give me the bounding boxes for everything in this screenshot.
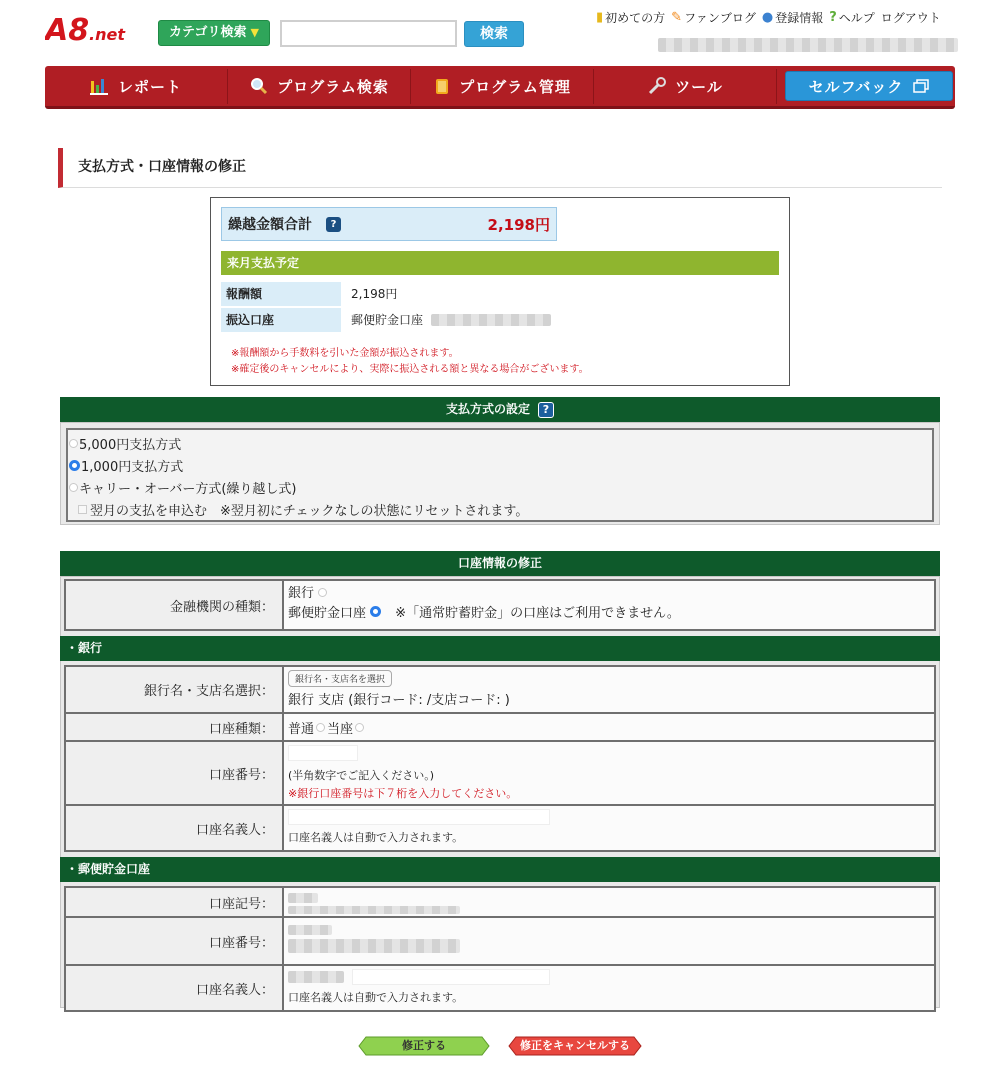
pencil-icon: ✎ [671,10,683,25]
nav-program-manage[interactable] [411,69,594,104]
account-number-input[interactable] [288,745,358,761]
account-type-row [66,712,934,740]
bank-pick-button[interactable]: 銀行名・支店名を選択 [288,670,392,687]
payment-method-header [60,397,940,422]
link-account-info[interactable] [762,9,823,26]
post-symbol-row [66,888,934,916]
triangle-down-icon: ▼ [250,26,259,39]
post-section-header: ・郵便貯金口座 [60,857,940,882]
post-symbol-redacted [288,893,318,903]
option-5000[interactable] [69,432,932,454]
bank-name-cell [284,667,934,712]
search-input[interactable] [280,20,457,47]
bar-chart-icon [90,77,110,95]
post-holder-cell [284,966,934,1010]
folder-icon [433,77,451,95]
apply-next-month-label: 翌月の支払を申込む ※翌月初にチェックなしの状態にリセットされます。 [90,503,529,519]
payment-method-title: 支払方式の設定 [445,402,530,416]
institution-post-option[interactable] [288,604,930,624]
help-question-icon[interactable]: ? [326,217,341,232]
post-holder-input[interactable] [352,969,550,985]
bank-table [64,665,936,852]
post-symbol-input-redacted[interactable] [288,906,460,914]
account-holder-note: 口座名義人は自動で入力されます。 [288,831,464,844]
post-table [64,886,936,1012]
account-number-label: 口座番号： [66,742,284,804]
submit-button[interactable] [358,1036,490,1056]
help-question-icon[interactable]: ? [538,402,554,418]
post-number-cell [284,918,934,964]
apply-next-month[interactable] [69,498,932,520]
radio-bank[interactable] [318,588,327,597]
post-symbol-cell [284,888,934,916]
selfback-button[interactable] [785,71,953,101]
option-carryover[interactable] [69,476,932,498]
bank-section-header: ・銀行 [60,636,940,661]
radio-normal[interactable] [316,723,325,732]
option-1000-label: 1,000円支払方式 [81,459,184,475]
account-info-header: 口座情報の修正 [60,551,940,576]
post-holder-inputs [288,969,930,985]
beginner-icon: ▮ [596,10,604,25]
cancel-button-label: 修正をキャンセルする [520,1039,630,1052]
institution-bank-label: 銀行 [288,586,315,601]
transfer-account-type: 郵便貯金口座 [351,313,424,327]
account-number-redacted [431,314,551,326]
option-carryover-label: キャリー・オーバー方式(繰り越し式) [79,481,297,497]
institution-row [66,581,934,629]
bank-name-value: 銀行 支店 (銀行コード: /支店コード: ) [288,693,510,708]
nav-program-search-label: プログラム検索 [277,77,389,96]
account-number-cell [284,742,934,804]
post-number-label: 口座番号： [66,918,284,964]
category-search-button[interactable] [158,20,270,46]
account-type-normal-label: 普通 [288,721,315,737]
transfer-account-value [341,308,551,332]
institution-post-label: 郵便貯金口座 [288,606,367,621]
user-info-redacted [658,38,958,52]
nav-report[interactable] [45,69,228,104]
institution-note: ※「通常貯蓄貯金」の口座はご利用できません。 [395,606,680,621]
main-nav [45,66,955,109]
post-holder-label: 口座名義人： [66,966,284,1010]
link-fanblog-label: ファンブログ [684,11,756,25]
summary-note-cancel: ※確定後のキャンセルにより、実際に振込される額と異なる場合がございます。 [231,364,589,375]
bank-name-row [66,667,934,712]
post-number-prefix-redacted [288,925,332,935]
nav-tools-label: ツール [675,77,723,96]
svg-text:A8: A8 [45,13,90,48]
apply-next-month-checkbox[interactable] [78,505,87,514]
reward-value: 2,198円 [351,287,398,301]
category-search-label: カテゴリ検索 [169,25,247,40]
post-holder-row [66,964,934,1010]
carryover-total [221,207,557,241]
post-holder-redacted [288,971,344,983]
selfback-label: セルフバック [808,77,904,96]
transfer-account-label: 振込口座 [221,308,341,332]
cancel-button[interactable] [508,1036,642,1056]
radio-5000[interactable] [69,439,78,448]
post-number-input-redacted[interactable] [288,939,460,953]
option-5000-label: 5,000円支払方式 [79,437,182,453]
page-title: 支払方式・口座情報の修正 [58,148,942,188]
bank-name-label: 銀行名・支店名選択： [66,667,284,712]
reward-label: 報酬額 [221,282,341,306]
reward-row [221,282,779,306]
account-type-label: 口座種類： [66,714,284,740]
wrench-icon [647,77,667,95]
next-month-header: 来月支払予定 [221,251,779,275]
institution-options [284,581,934,629]
link-help-label: ヘルプ [838,11,875,25]
option-1000[interactable] [69,454,932,476]
external-window-icon [913,79,929,93]
post-number-row [66,916,934,964]
link-logout[interactable] [881,9,941,26]
nav-tools[interactable] [594,69,777,104]
link-fanblog[interactable] [671,9,756,26]
post-symbol-label: 口座記号： [66,888,284,916]
carryover-total-label: 繰越金額合計 [228,217,312,233]
user-icon: ● [761,10,774,25]
svg-text:.net: .net [89,25,125,44]
link-beginner-label: 初めての方 [605,11,666,25]
nav-program-search[interactable] [228,69,411,104]
question-icon: ? [829,10,837,25]
link-help[interactable] [829,9,875,26]
account-number-row [66,740,934,804]
nav-report-label: レポート [117,77,182,96]
institution-table [64,579,936,631]
summary-note-fee: ※報酬額から手数料を引いた金額が振込されます。 [231,348,459,359]
a8-logo[interactable] [45,10,135,50]
account-holder-row [66,804,934,850]
radio-carryover[interactable] [69,483,78,492]
link-logout-label: ログアウト [880,11,941,25]
magnifier-icon [249,77,269,95]
post-holder-note: 口座名義人は自動で入力されます。 [288,991,464,1004]
account-number-note: ※銀行口座番号は下７桁を入力してください。 [288,787,518,800]
account-type-current-label: 当座 [327,721,354,737]
account-holder-label: 口座名義人： [66,806,284,850]
transfer-account-row [221,308,779,332]
payment-method-options [66,428,934,522]
radio-1000-selected[interactable] [69,460,80,471]
account-number-hint: (半角数字でご記入ください。) [288,769,435,782]
payment-summary [210,197,790,386]
carryover-total-amount: 2,198円 [487,215,550,234]
radio-current[interactable] [355,723,364,732]
a8-logo-icon [45,10,135,50]
submit-button-label: 修正する [402,1039,446,1052]
account-holder-cell [284,806,934,850]
link-beginner[interactable] [596,9,665,26]
nav-program-manage-label: プログラム管理 [459,77,571,96]
link-account-info-label: 登録情報 [775,11,824,25]
institution-label: 金融機関の種類： [66,581,284,629]
institution-bank-option[interactable] [288,584,930,604]
top-links [596,9,941,26]
radio-post-selected[interactable] [370,606,381,617]
account-type-options [284,714,934,740]
account-holder-input[interactable] [288,809,550,825]
search-button[interactable]: 検索 [464,21,524,47]
